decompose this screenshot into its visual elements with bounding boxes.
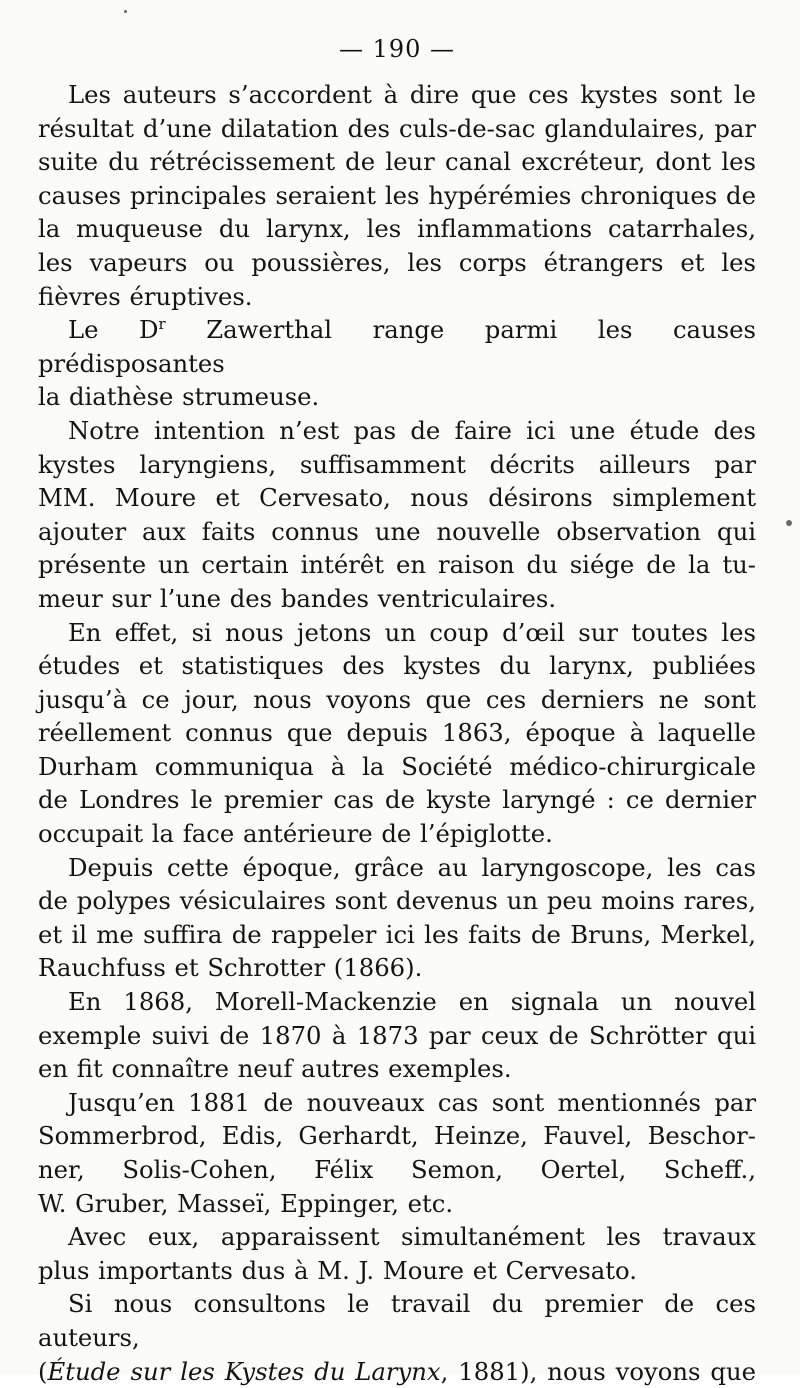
text-line: de polypes vésiculaires sont devenus un peu moins rares, [38,886,756,916]
page-number: — 190 — [338,35,456,63]
text-line: W. Gruber, Masseï, Eppinger, etc. [38,1188,454,1218]
text-line: en fit connaître neuf autres exemples. [38,1054,512,1084]
text-line [38,1355,756,1388]
paragraph-4 [38,616,756,851]
text-line: ner, Solis-Cohen, Félix Semon, Oertel, Scheff., [38,1155,756,1184]
paragraph-3 [38,414,756,616]
text-line: la diathèse strumeuse. [38,382,320,412]
text-line: exemple suivi de 1870 à 1873 par ceux de Schrötter qui [38,1020,756,1050]
paragraph-9 [38,1287,756,1388]
text-line: jusqu’à ce jour, nous voyons que ces derniers ne sont [38,684,756,714]
superscript-r: r [158,315,166,334]
text-line: Sommerbrod, Edis, Gerhardt, Heinze, Fauvel, Beschor- [38,1121,756,1151]
paragraph-8 [38,1220,756,1287]
text-run: Le D [68,315,159,345]
text-line: et il me suffira de rappeler ici les faits de Bruns, Merkel, [38,919,756,949]
paragraph-5 [38,851,756,985]
cited-title: Étude sur les Kystes du Larynx [47,1356,441,1386]
text-line: Depuis cette époque, grâce au laryngoscope, les cas [68,852,756,882]
text-line: En effet, si nous jetons un coup d’œil sur toutes les [68,617,756,647]
text-line: présente un certain intérêt en raison du siége de la tu- [38,550,756,580]
text-line: suite du rétrécissement de leur canal excréteur, dont les [38,147,756,177]
text-run: , 1881), nous voyons que [440,1356,757,1386]
text-line: ajouter aux faits connus une nouvelle observation qui [38,516,756,546]
print-speck [124,10,127,13]
text-line: En 1868, Morell-Mackenzie en signala un nouvel [68,987,756,1017]
text-line: plus importants dus à M. J. Moure et Cervesato. [38,1255,637,1285]
text-line: Durham communiqua à la Société médico-chirurgicale [38,751,756,781]
text-line [38,313,756,380]
text-line: Rauchfuss et Schrotter (1866). [38,953,423,983]
text-line: études et statistiques des kystes du larynx, publiées [38,651,756,681]
text-line: Si nous consultons le travail du premier de ces auteurs, [38,1289,756,1352]
text-line: les vapeurs ou poussières, les corps étrangers et les [38,247,756,277]
paragraph-2 [38,313,756,414]
text-line: occupait la face antérieure de l’épiglotte. [38,819,553,849]
text-line: fièvres éruptives. [38,281,253,311]
text-line: MM. Moure et Cervesato, nous désirons simplement [38,483,756,513]
text-line: meur sur l’une des bandes ventriculaires. [38,583,557,613]
paragraph-1 [38,78,756,313]
paragraph-6 [38,985,756,1086]
text-line: de Londres le premier cas de kyste laryngé : ce dernier [38,785,756,815]
print-speck [786,520,792,526]
paragraph-7 [38,1086,756,1220]
text-run: Zawerthal range parmi les causes prédisposantes [38,315,757,378]
text-line: Notre intention n’est pas de faire ici une étude des [68,415,756,445]
text-line: Jusqu’en 1881 de nouveaux cas sont mentionnés par [68,1087,756,1117]
text-line: Avec eux, apparaissent simultanément les travaux [68,1222,756,1252]
text-line: kystes laryngiens, suffisamment décrits ailleurs par [38,449,756,479]
text-run: ( [38,1356,48,1386]
text-line: la muqueuse du larynx, les inflammations catarrhales, [38,214,756,244]
text-line: réellement connus que depuis 1863, époque à laquelle [38,718,756,748]
text-line: résultat d’une dilatation des culs-de-sac glandulaires, par [38,113,756,143]
text-line: Les auteurs s’accordent à dire que ces kystes sont le [68,80,756,109]
text-line: causes principales seraient les hypérémies chroniques de [38,180,756,210]
